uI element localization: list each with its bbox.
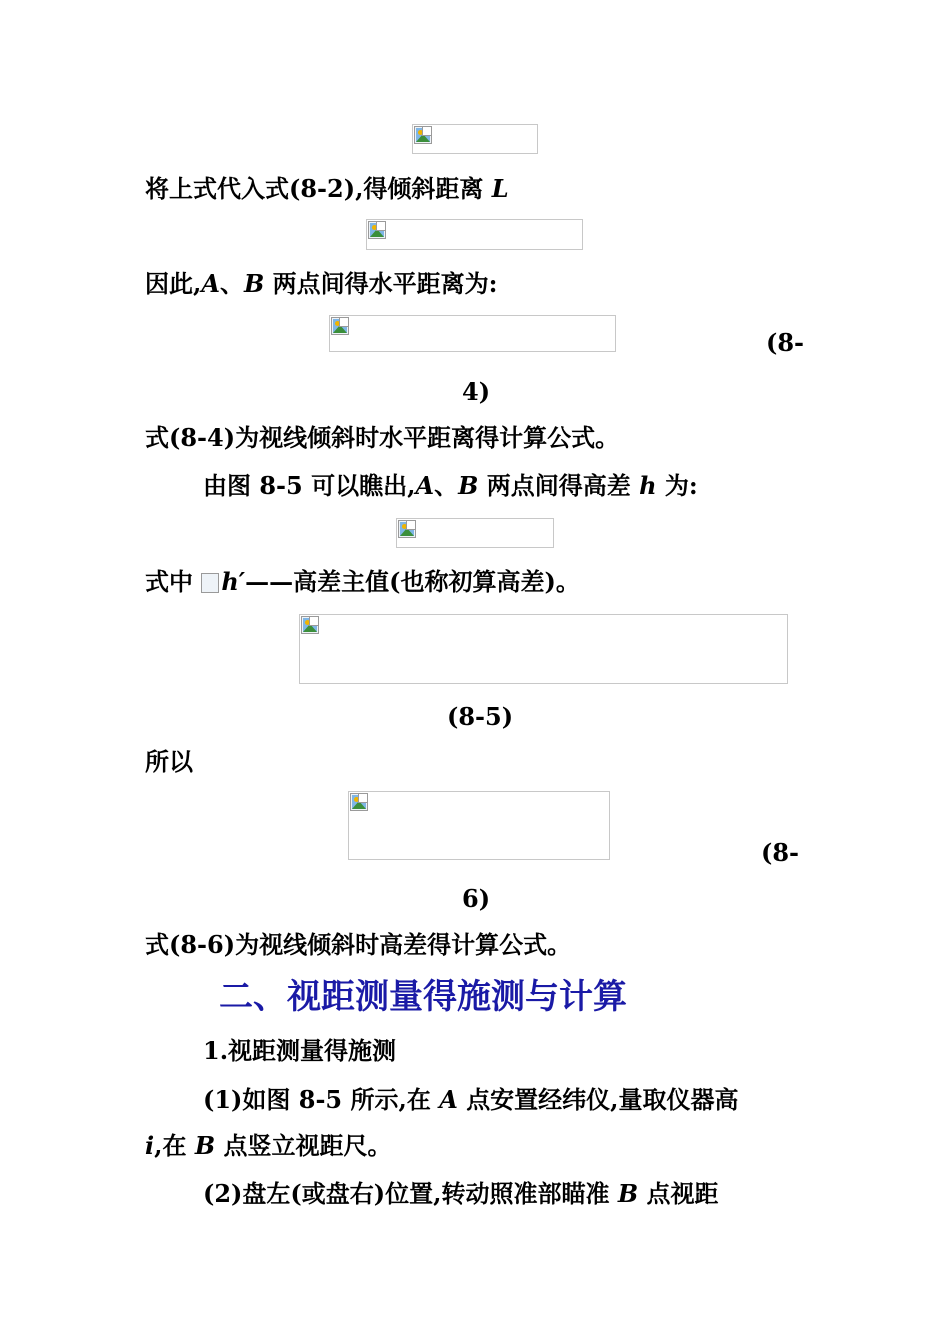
- step-1-line-1: (1)如图 8-5 所示,在 A 点安置经纬仪,量取仪器高: [203, 1085, 739, 1114]
- equation-label-8-6-cont: 6): [462, 884, 491, 913]
- equation-label-8-4: (8-: [766, 328, 805, 357]
- formula-image-5: [299, 614, 788, 684]
- step-2-line-1: (2)盘左(或盘右)位置,转动照准部瞄准 B 点视距: [203, 1179, 719, 1208]
- text-line-6: 所以: [145, 747, 193, 776]
- broken-image-icon: [301, 616, 319, 634]
- text-line-5: 式中 h′——高差主值(也称初算高差)。: [145, 567, 580, 596]
- text-line-7: 式(8-6)为视线倾斜时高差得计算公式。: [145, 930, 572, 959]
- equation-label-8-4-cont: 4): [462, 377, 491, 406]
- text-line-1: 将上式代入式(8-2),得倾斜距离 L: [145, 174, 509, 203]
- broken-image-icon: [414, 126, 432, 144]
- text-line-3: 式(8-4)为视线倾斜时水平距离得计算公式。: [145, 423, 620, 452]
- equation-label-8-5: (8-5): [447, 702, 514, 731]
- formula-image-3: [329, 315, 616, 352]
- inline-broken-image-icon: [201, 573, 219, 593]
- formula-image-2: [366, 219, 583, 250]
- broken-image-icon: [398, 520, 416, 538]
- broken-image-icon: [368, 221, 386, 239]
- text-line-2: 因此,A、B 两点间得水平距离为:: [145, 269, 498, 298]
- broken-image-icon: [331, 317, 349, 335]
- section-heading: 二、视距测量得施测与计算: [219, 977, 627, 1017]
- text-line-4: 由图 8-5 可以瞧出,A、B 两点间得高差 h 为:: [203, 471, 698, 500]
- formula-image-1: [412, 124, 538, 154]
- formula-image-4: [396, 518, 554, 548]
- step-1-line-2: i,在 B 点竖立视距尺。: [145, 1131, 392, 1160]
- formula-image-6: [348, 791, 610, 860]
- subheading-1: 1.视距测量得施测: [203, 1036, 397, 1065]
- broken-image-icon: [350, 793, 368, 811]
- equation-label-8-6: (8-: [761, 838, 800, 867]
